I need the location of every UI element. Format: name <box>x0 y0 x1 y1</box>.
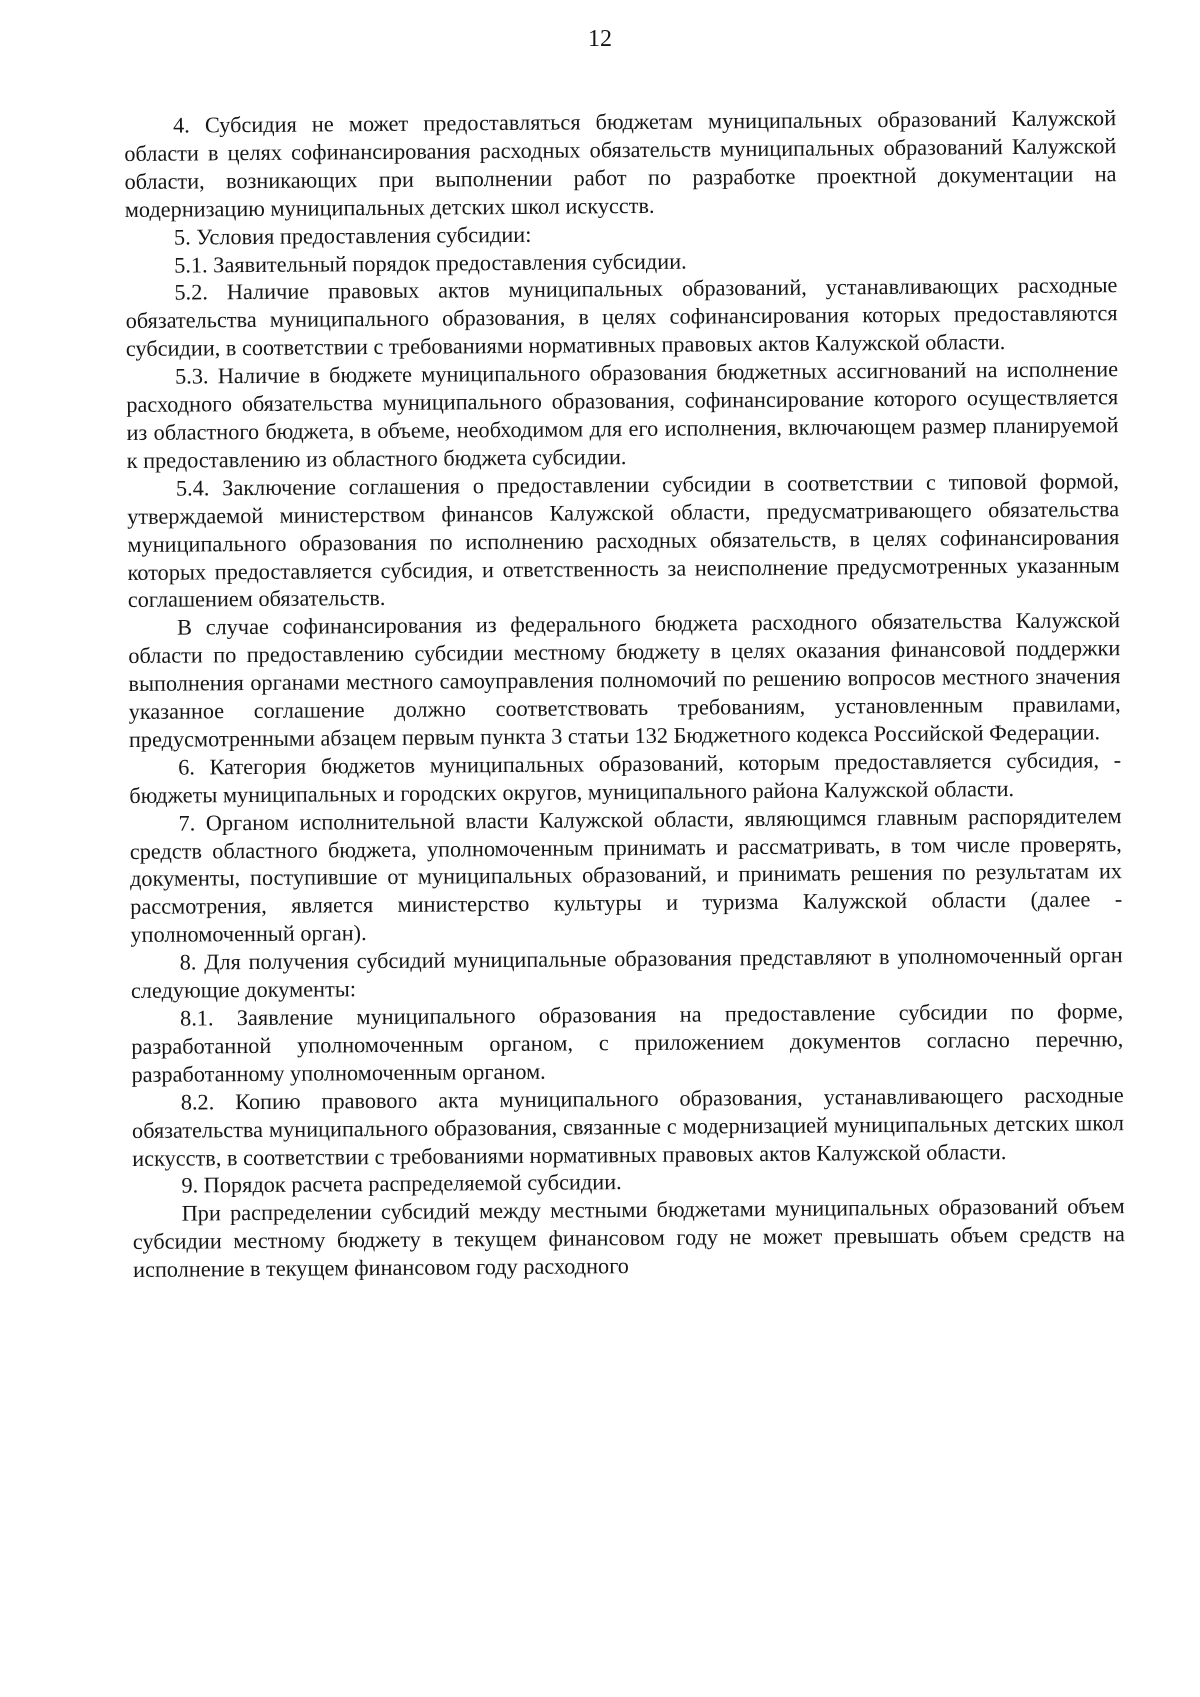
paragraph-5-1: 5.1. Заявительный порядок предоставления субсидии. <box>174 248 687 278</box>
paragraph-7: 7. Органом исполнительной власти Калужской области, являющимся главным распорядителем средств областного бюджета, уполномоченным принимать и рассматривать, в том числе проверять, документы, поступившие от муниципальных образований, и принимать решения по результатам их рассмотрения, является министерство культуры и туризма Калужской области (далее - уполномоченный орган). <box>129 802 1123 948</box>
paragraph-distribution: При распределении субсидий между местными бюджетами муниципальных образований объем субсидии местному бюджету в текущем финансовом году не может превышать объем средств на исполнение в текущем финансовом году расходного <box>132 1193 1125 1283</box>
paragraph-8-1: 8.1. Заявление муниципального образования на предоставление субсидии по форме, разработанной уполномоченным органом, с приложением документов согласно перечню, разработанному уполномоченным органом. <box>131 998 1124 1087</box>
paragraph-4: 4. Субсидия не может предоставляться бюджетам муниципальных образований Калужской области в целях софинансирования расходных обязательств муниципальных образований Калужской области, возникающих при выполнении работ по разработке проектной документации на модернизацию муниципальных детских школ искусств. <box>124 105 1117 222</box>
paragraph-9: 9. Порядок расчета распределяемой субсидии. <box>181 1169 622 1199</box>
paragraph-5: 5. Условия предоставления субсидии: <box>173 221 532 250</box>
paragraph-8-2: 8.2. Копию правового акта муниципального образования, устанавливающего расходные обязательства муниципального образования, связанные с модернизацией муниципальных детских школ искусств, в соответствии с требованиями нормативных правовых актов Калужской области. <box>131 1081 1125 1171</box>
paragraph-5-4: 5.4. Заключение соглашения о предоставлении субсидии в соответствии с типовой формой, утверждаемой министерством финансов Калужской области, предусматривающего обязательства муниципального образования по исполнению расходных обязательств, в целях софинансирования которых предоставляется субсидия, и ответственность за неисполнение предусмотренных указанным соглашением обязательств. <box>127 467 1120 613</box>
paragraph-federal-cofinancing: В случае софинансирования из федерального бюджета расходного обязательства Калужской области по предоставлению субсидии местному бюджету в целях оказания финансовой поддержки выполнения органами местного самоуправления полномочий по решению вопросов местного значения указанное соглашение должно соответствовать требованиям, установленным правилами, предусмотренными абзацем первым пункта 3 статьи 132 Бюджетного кодекса Российской Федерации. <box>128 607 1121 752</box>
document-body <box>124 104 1125 1284</box>
paragraph-8: 8. Для получения субсидий муниципальные образования представляют в уполномоченный орган следующие документы: <box>130 942 1123 1004</box>
paragraph-6: 6. Категория бюджетов муниципальных образований, которым предоставляется субсидия, - бюджеты муниципальных и городских округов, муниципального района Калужской области. <box>129 747 1122 808</box>
paragraph-5-2: 5.2. Наличие правовых актов муниципальных образований, устанавливающих расходные обязательства муниципального образования, в целях софинансирования которых предоставляются субсидии, в соответствии с требованиями нормативных правовых актов Калужской области. <box>125 272 1118 362</box>
page-number: 12 <box>588 26 612 52</box>
paragraph-5-3: 5.3. Наличие в бюджете муниципального образования бюджетных ассигнований на исполнение расходного обязательства муниципального образования, софинансирование которого осуществляется из областного бюджета, в объеме, необходимом для его исполнения, включающем размер планируемой к предоставлению из областного бюджета субсидии. <box>126 356 1119 473</box>
